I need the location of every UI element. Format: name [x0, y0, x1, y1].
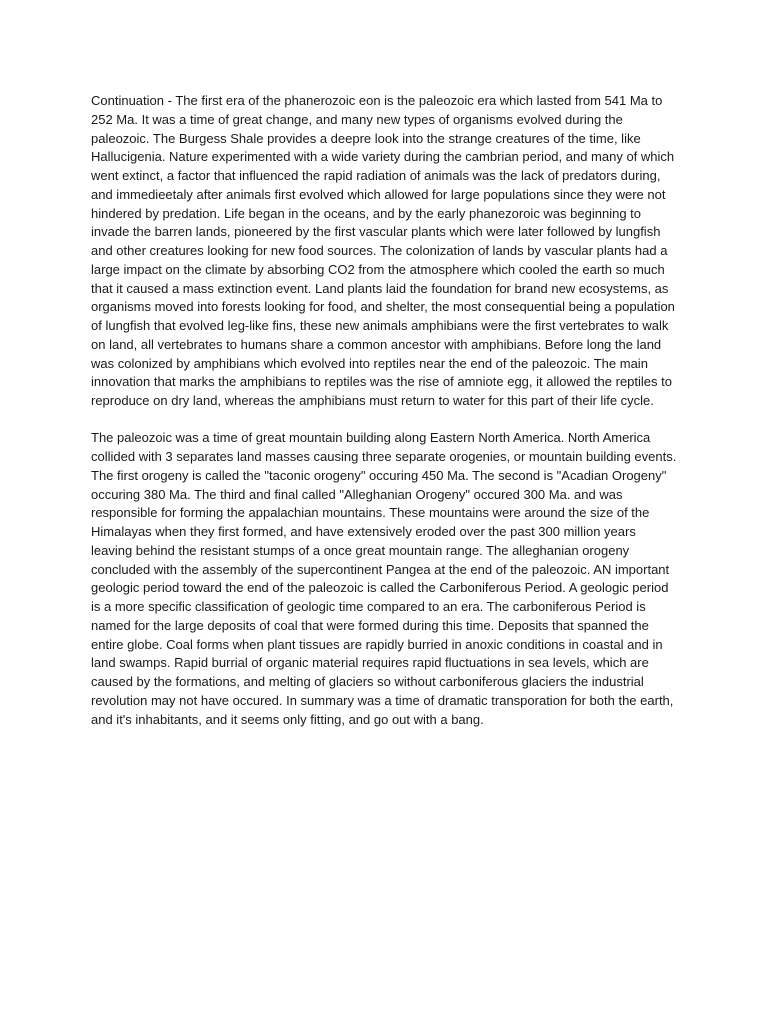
- paragraph-paleozoic-orogenies: The paleozoic was a time of great mountain building along Eastern North America. North America collided with 3 separates land masses causing three separate orogenies, or mountain building events. The first orogeny is called the "taconic orogeny" occuring 450 Ma. The second is "Acadian Orogeny" occuring 380 Ma. The third and final called "Alleghanian Orogeny" occured 300 Ma. and was responsible for forming the appalachian mountains. These mountains were around the size of the Himalayas when they first formed, and have extensively eroded over the past 300 million years leaving behind the resistant stumps of a once great mountain range. The alleghanian orogeny concluded with the assembly of the supercontinent Pangea at the end of the paleozoic. AN important geologic period toward the end of the paleozoic is called the Carboniferous Period. A geologic period is a more specific classification of geologic time compared to an era. The carboniferous Period is named for the large deposits of coal that were formed during this time. Deposits that spanned the entire globe. Coal forms when plant tissues are rapidly burried in anoxic conditions in coastal and in land swamps. Rapid burrial of organic material requires rapid fluctuations in sea levels, which are caused by the formations, and melting of glaciers so without carboniferous glaciers the industrial revolution may not have occured. In summary was a time of dramatic transporation for both the earth, and it's inhabitants, and it seems only fitting, and go out with a bang.: [91, 430, 677, 727]
- document-body: [91, 92, 679, 748]
- paragraph-paleozoic-life: Continuation - The first era of the phanerozoic eon is the paleozoic era which lasted from 541 Ma to 252 Ma. It was a time of great change, and many new types of organisms evolved during the paleozoic. The Burgess Shale provides a deepre look into the strange creatures of the time, like Hallucigenia. Nature experimented with a wide variety during the cambrian period, and many of which went extinct, a factor that influenced the rapid radiation of animals was the lack of predators during, and immedieetaly after animals first evolved which allowed for large populations since they were not hindered by predation. Life began in the oceans, and by the early phanezoroic was beginning to invade the barren lands, pioneered by the first vascular plants which were later followed by lungfish and other creatures looking for new food sources. The colonization of lands by vascular plants had a large impact on the climate by absorbing CO2 from the atmosphere which cooled the earth so much that it caused a mass extinction event. Land plants laid the foundation for brand new ecosystems, as organisms moved into forests looking for food, and shelter, the most consequential being a population of lungfish that evolved leg-like fins, these new animals amphibians were the first vertebrates to walk on land, all vertebrates to humans share a common ancestor with amphibians. Before long the land was colonized by amphibians which evolved into reptiles near the end of the paleozoic. The main innovation that marks the amphibians to reptiles was the rise of amniote egg, it allowed the reptiles to reproduce on dry land, whereas the amphibians must return to water for this part of their life cycle.: [91, 93, 675, 408]
